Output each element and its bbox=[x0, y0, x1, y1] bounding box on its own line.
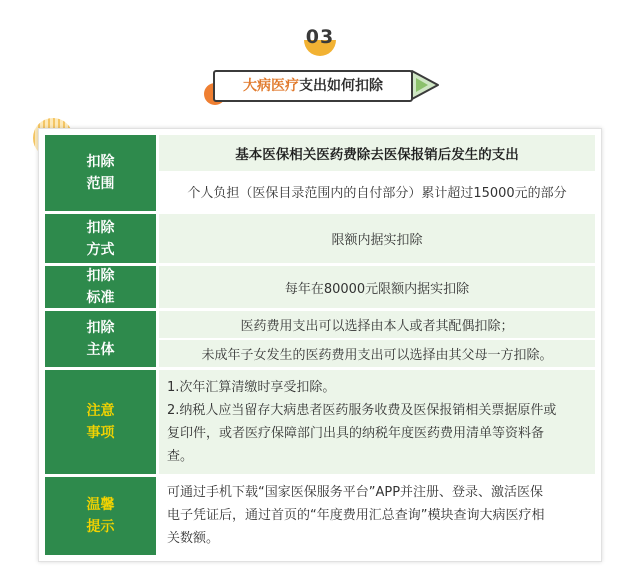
notes-line-3: 复印件，或者医疗保障部门出具的纳税年度医药费用清单等资料备 bbox=[167, 426, 545, 441]
subject-line-2: 未成年子女发生的医药费用支出可以选择由其父母一方扣除。 bbox=[159, 340, 595, 367]
standard-text: 每年在80000元限额内据实扣除 bbox=[159, 266, 595, 308]
subject-line-1: 医药费用支出可以选择由本人或者其配偶扣除； bbox=[159, 311, 595, 338]
notes-line-1: 1.次年汇算清缴时享受扣除。 bbox=[167, 380, 336, 395]
row-label-tips: 温馨 提示 bbox=[45, 477, 156, 555]
tips-line-2: 电子凭证后，通过首页的“年度费用汇总查询”模块查询大病医疗相 bbox=[167, 508, 545, 523]
scope-line-2: 个人负担（医保目录范围内的自付部分）累计超过15000元的部分 bbox=[159, 172, 595, 211]
table-row-scope bbox=[45, 135, 595, 211]
title-rest: 支出如何扣除 bbox=[299, 78, 383, 94]
section-number-badge bbox=[300, 26, 340, 62]
section-title-banner bbox=[204, 67, 440, 103]
scope-line-1: 基本医保相关医药费除去医保报销后发生的支出 bbox=[159, 135, 595, 171]
table-row-tips bbox=[45, 477, 595, 555]
table-row-method bbox=[45, 214, 595, 263]
section-title bbox=[213, 70, 413, 102]
row-label-scope: 扣除 范围 bbox=[45, 135, 156, 211]
row-label-notes: 注意 事项 bbox=[45, 370, 156, 474]
title-highlight: 大病医疗 bbox=[243, 78, 299, 94]
row-label-method: 扣除 方式 bbox=[45, 214, 156, 263]
row-label-subject: 扣除 主体 bbox=[45, 311, 156, 367]
tips-line-3: 关数额。 bbox=[167, 531, 220, 546]
deduction-info-table bbox=[38, 128, 602, 562]
row-content-scope bbox=[159, 135, 595, 211]
row-content-method bbox=[159, 214, 595, 263]
section-number: 03 bbox=[305, 26, 335, 48]
notes-line-4: 查。 bbox=[167, 449, 194, 464]
method-text: 限额内据实扣除 bbox=[159, 214, 595, 263]
arrow-right-icon bbox=[410, 67, 440, 103]
row-label-standard: 扣除 标准 bbox=[45, 266, 156, 308]
tips-line-1: 可通过手机下载“国家医保服务平台”APP并注册、登录、激活医保 bbox=[167, 485, 544, 500]
notes-line-2: 2.纳税人应当留存大病患者医药服务收费及医保报销相关票据原件或 bbox=[167, 403, 557, 418]
table-row-standard bbox=[45, 266, 595, 308]
row-content-tips bbox=[159, 477, 595, 555]
row-content-subject bbox=[159, 311, 595, 367]
row-content-notes bbox=[159, 370, 595, 474]
table-row-notes bbox=[45, 370, 595, 474]
table-row-subject bbox=[45, 311, 595, 367]
notes-text bbox=[159, 370, 595, 474]
row-content-standard bbox=[159, 266, 595, 308]
tips-text bbox=[159, 477, 595, 555]
